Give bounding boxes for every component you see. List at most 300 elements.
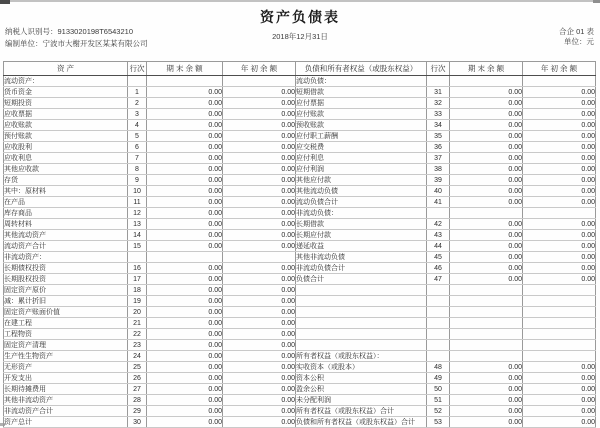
liability-label: 实收资本（或股本） <box>296 362 427 373</box>
screen-corner-artifact <box>0 0 10 4</box>
page-title: 资产负债表 <box>260 9 340 25</box>
liability-end-balance: 0.00 <box>450 164 523 175</box>
asset-begin-balance: 0.00 <box>223 87 296 98</box>
asset-end-balance: 0.00 <box>147 263 223 274</box>
asset-end-balance: 0.00 <box>147 340 223 351</box>
liability-line-no <box>427 318 450 329</box>
liability-line-no: 35 <box>427 131 450 142</box>
table-row <box>4 175 596 186</box>
asset-end-balance: 0.00 <box>147 296 223 307</box>
asset-end-balance: 0.00 <box>147 109 223 120</box>
asset-begin-balance: 0.00 <box>223 120 296 131</box>
asset-label: 货币资金 <box>4 87 128 98</box>
table-row <box>4 153 596 164</box>
liability-label: 长期借款 <box>296 219 427 230</box>
asset-begin-balance: 0.00 <box>223 109 296 120</box>
liability-line-no: 44 <box>427 241 450 252</box>
liability-begin-balance: 0.00 <box>523 87 596 98</box>
table-row <box>4 307 596 318</box>
liability-end-balance: 0.00 <box>450 241 523 252</box>
asset-end-balance: 0.00 <box>147 197 223 208</box>
asset-begin-balance: 0.00 <box>223 296 296 307</box>
table-row <box>4 296 596 307</box>
balance-sheet-table <box>3 61 596 428</box>
liability-begin-balance <box>523 340 596 351</box>
liability-begin-balance: 0.00 <box>523 164 596 175</box>
liability-label: 应付票据 <box>296 98 427 109</box>
asset-label: 在建工程 <box>4 318 128 329</box>
liability-label <box>296 329 427 340</box>
liability-line-no: 46 <box>427 263 450 274</box>
liability-end-balance: 0.00 <box>450 230 523 241</box>
asset-label: 在产品 <box>4 197 128 208</box>
asset-end-balance <box>147 252 223 263</box>
asset-label: 其他非流动资产 <box>4 395 128 406</box>
liability-label: 应付利息 <box>296 153 427 164</box>
asset-begin-balance: 0.00 <box>223 384 296 395</box>
liability-label: 流动负债： <box>296 76 427 87</box>
liability-begin-balance: 0.00 <box>523 98 596 109</box>
asset-label: 固定资产账面价值 <box>4 307 128 318</box>
liability-label: 应付账款 <box>296 109 427 120</box>
asset-label: 应收票据 <box>4 109 128 120</box>
asset-begin-balance: 0.00 <box>223 263 296 274</box>
liability-end-balance: 0.00 <box>450 87 523 98</box>
asset-line-no: 10 <box>128 186 147 197</box>
liability-label <box>296 296 427 307</box>
asset-end-balance: 0.00 <box>147 87 223 98</box>
liability-end-balance <box>450 285 523 296</box>
report-date: 2018年12月31日 <box>272 32 328 41</box>
liability-label: 资本公积 <box>296 373 427 384</box>
liability-line-no: 53 <box>427 417 450 428</box>
asset-end-balance: 0.00 <box>147 318 223 329</box>
table-row <box>4 131 596 142</box>
asset-end-balance: 0.00 <box>147 329 223 340</box>
table-row <box>4 120 596 131</box>
asset-end-balance: 0.00 <box>147 131 223 142</box>
liability-begin-balance <box>523 296 596 307</box>
asset-label: 其中：原材料 <box>4 186 128 197</box>
liability-line-no: 36 <box>427 142 450 153</box>
asset-label: 减：累计折旧 <box>4 296 128 307</box>
asset-label: 其他流动资产 <box>4 230 128 241</box>
liability-end-balance: 0.00 <box>450 384 523 395</box>
table-header-row <box>4 62 596 76</box>
liability-begin-balance: 0.00 <box>523 230 596 241</box>
asset-label: 长期股权投资 <box>4 274 128 285</box>
asset-line-no: 8 <box>128 164 147 175</box>
liability-begin-balance: 0.00 <box>523 395 596 406</box>
liability-begin-balance: 0.00 <box>523 252 596 263</box>
asset-label: 应收利息 <box>4 153 128 164</box>
asset-label: 长期债权投资 <box>4 263 128 274</box>
unit-label: 单位：元 <box>564 37 594 46</box>
prepared-by-label: 编制单位： <box>5 39 43 48</box>
asset-line-no: 25 <box>128 362 147 373</box>
liability-line-no: 39 <box>427 175 450 186</box>
liability-label: 其他流动负债 <box>296 186 427 197</box>
table-row <box>4 230 596 241</box>
header-begin-balance-left: 年 初 余 额 <box>223 62 296 76</box>
asset-end-balance: 0.00 <box>147 373 223 384</box>
asset-end-balance <box>147 76 223 87</box>
liability-label: 负债合计 <box>296 274 427 285</box>
liability-end-balance <box>450 208 523 219</box>
asset-begin-balance: 0.00 <box>223 175 296 186</box>
liability-line-no: 51 <box>427 395 450 406</box>
liability-end-balance: 0.00 <box>450 98 523 109</box>
asset-line-no: 14 <box>128 230 147 241</box>
asset-end-balance: 0.00 <box>147 186 223 197</box>
asset-end-balance: 0.00 <box>147 384 223 395</box>
liability-label: 盈余公积 <box>296 384 427 395</box>
asset-label: 非流动资产合计 <box>4 406 128 417</box>
asset-line-no: 16 <box>128 263 147 274</box>
liability-begin-balance: 0.00 <box>523 384 596 395</box>
asset-begin-balance: 0.00 <box>223 153 296 164</box>
liability-line-no: 52 <box>427 406 450 417</box>
liability-line-no: 41 <box>427 197 450 208</box>
header-line-no-right: 行次 <box>427 62 450 76</box>
asset-label: 固定资产清理 <box>4 340 128 351</box>
asset-line-no: 15 <box>128 241 147 252</box>
asset-line-no: 28 <box>128 395 147 406</box>
liability-label: 未分配利润 <box>296 395 427 406</box>
liability-label: 其他非流动负债 <box>296 252 427 263</box>
asset-line-no: 2 <box>128 98 147 109</box>
asset-line-no: 22 <box>128 329 147 340</box>
liability-line-no: 47 <box>427 274 450 285</box>
asset-begin-balance: 0.00 <box>223 186 296 197</box>
asset-line-no: 17 <box>128 274 147 285</box>
asset-line-no: 18 <box>128 285 147 296</box>
asset-line-no: 1 <box>128 87 147 98</box>
table-row <box>4 197 596 208</box>
liability-begin-balance: 0.00 <box>523 274 596 285</box>
asset-line-no: 12 <box>128 208 147 219</box>
asset-label: 流动资产： <box>4 76 128 87</box>
asset-line-no: 7 <box>128 153 147 164</box>
asset-begin-balance: 0.00 <box>223 274 296 285</box>
asset-label: 预付账款 <box>4 131 128 142</box>
prepared-by-value: 宁波市大榭开发区某某有限公司 <box>42 39 148 48</box>
liability-end-balance: 0.00 <box>450 252 523 263</box>
liability-end-balance <box>450 340 523 351</box>
asset-end-balance: 0.00 <box>147 153 223 164</box>
asset-begin-balance: 0.00 <box>223 285 296 296</box>
liability-line-no: 49 <box>427 373 450 384</box>
asset-line-no: 13 <box>128 219 147 230</box>
asset-end-balance: 0.00 <box>147 285 223 296</box>
asset-begin-balance: 0.00 <box>223 362 296 373</box>
asset-label: 存货 <box>4 175 128 186</box>
table-row <box>4 208 596 219</box>
asset-label: 资产总计 <box>4 417 128 428</box>
liability-line-no: 31 <box>427 87 450 98</box>
asset-line-no: 4 <box>128 120 147 131</box>
liability-label: 递延收益 <box>296 241 427 252</box>
liability-line-no <box>427 340 450 351</box>
liability-end-balance <box>450 318 523 329</box>
asset-label: 生产性生物资产 <box>4 351 128 362</box>
asset-line-no: 19 <box>128 296 147 307</box>
asset-end-balance: 0.00 <box>147 307 223 318</box>
asset-begin-balance: 0.00 <box>223 142 296 153</box>
liability-line-no: 37 <box>427 153 450 164</box>
asset-begin-balance: 0.00 <box>223 373 296 384</box>
liability-begin-balance: 0.00 <box>523 406 596 417</box>
asset-end-balance: 0.00 <box>147 175 223 186</box>
liability-end-balance <box>450 329 523 340</box>
asset-end-balance: 0.00 <box>147 406 223 417</box>
asset-line-no: 20 <box>128 307 147 318</box>
taxpayer-id-label: 纳税人识别号： <box>5 27 58 36</box>
liability-begin-balance: 0.00 <box>523 186 596 197</box>
table-row <box>4 351 596 362</box>
table-row <box>4 406 596 417</box>
liability-end-balance: 0.00 <box>450 186 523 197</box>
asset-begin-balance: 0.00 <box>223 406 296 417</box>
liability-label: 应付利润 <box>296 164 427 175</box>
liability-end-balance <box>450 351 523 362</box>
asset-begin-balance: 0.00 <box>223 351 296 362</box>
liability-begin-balance: 0.00 <box>523 219 596 230</box>
liability-line-no <box>427 285 450 296</box>
liability-label: 非流动负债合计 <box>296 263 427 274</box>
table-row <box>4 274 596 285</box>
liability-begin-balance <box>523 208 596 219</box>
liability-label: 所有者权益（或股东权益）合计 <box>296 406 427 417</box>
liability-end-balance <box>450 296 523 307</box>
table-row <box>4 142 596 153</box>
asset-label: 库存商品 <box>4 208 128 219</box>
liability-end-balance: 0.00 <box>450 406 523 417</box>
liability-line-no: 33 <box>427 109 450 120</box>
table-row <box>4 285 596 296</box>
liability-label: 短期借款 <box>296 87 427 98</box>
asset-label: 固定资产原价 <box>4 285 128 296</box>
table-row <box>4 87 596 98</box>
header-end-balance-right: 期 末 余 额 <box>450 62 523 76</box>
table-row <box>4 318 596 329</box>
header-liability: 负债和所有者权益（或股东权益） <box>296 62 427 76</box>
liability-line-no: 34 <box>427 120 450 131</box>
table-row <box>4 263 596 274</box>
liability-line-no <box>427 307 450 318</box>
asset-begin-balance: 0.00 <box>223 340 296 351</box>
liability-begin-balance: 0.00 <box>523 153 596 164</box>
liability-end-balance: 0.00 <box>450 373 523 384</box>
asset-begin-balance: 0.00 <box>223 131 296 142</box>
asset-end-balance: 0.00 <box>147 98 223 109</box>
asset-label: 周转材料 <box>4 219 128 230</box>
liability-begin-balance <box>523 329 596 340</box>
asset-label: 无形资产 <box>4 362 128 373</box>
liability-line-no: 50 <box>427 384 450 395</box>
asset-line-no: 5 <box>128 131 147 142</box>
liability-line-no: 45 <box>427 252 450 263</box>
asset-end-balance: 0.00 <box>147 219 223 230</box>
liability-begin-balance <box>523 285 596 296</box>
liability-line-no <box>427 329 450 340</box>
asset-label: 长期待摊费用 <box>4 384 128 395</box>
table-row <box>4 252 596 263</box>
asset-line-no: 26 <box>128 373 147 384</box>
liability-end-balance: 0.00 <box>450 197 523 208</box>
header-asset: 资 产 <box>4 62 128 76</box>
liability-end-balance: 0.00 <box>450 120 523 131</box>
liability-line-no <box>427 76 450 87</box>
liability-end-balance: 0.00 <box>450 142 523 153</box>
liability-label: 流动负债合计 <box>296 197 427 208</box>
asset-line-no: 9 <box>128 175 147 186</box>
liability-label: 所有者权益（或股东权益）： <box>296 351 427 362</box>
liability-begin-balance: 0.00 <box>523 142 596 153</box>
asset-begin-balance: 0.00 <box>223 208 296 219</box>
liability-label: 应交税费 <box>296 142 427 153</box>
asset-end-balance: 0.00 <box>147 164 223 175</box>
asset-end-balance: 0.00 <box>147 241 223 252</box>
liability-begin-balance: 0.00 <box>523 417 596 428</box>
liability-begin-balance <box>523 318 596 329</box>
liability-end-balance: 0.00 <box>450 395 523 406</box>
asset-begin-balance <box>223 76 296 87</box>
table-row <box>4 98 596 109</box>
asset-line-no: 24 <box>128 351 147 362</box>
asset-begin-balance: 0.00 <box>223 395 296 406</box>
liability-end-balance: 0.00 <box>450 109 523 120</box>
asset-line-no: 11 <box>128 197 147 208</box>
asset-label: 应收账款 <box>4 120 128 131</box>
screen-corner-artifact <box>593 0 600 3</box>
liability-begin-balance: 0.00 <box>523 120 596 131</box>
liability-end-balance: 0.00 <box>450 131 523 142</box>
liability-line-no: 43 <box>427 230 450 241</box>
asset-label: 工程物资 <box>4 329 128 340</box>
liability-begin-balance: 0.00 <box>523 175 596 186</box>
liability-end-balance <box>450 307 523 318</box>
table-row <box>4 76 596 87</box>
asset-end-balance: 0.00 <box>147 208 223 219</box>
asset-begin-balance <box>223 252 296 263</box>
asset-label: 流动资产合计 <box>4 241 128 252</box>
liability-label: 非流动负债： <box>296 208 427 219</box>
liability-end-balance: 0.00 <box>450 263 523 274</box>
asset-end-balance: 0.00 <box>147 362 223 373</box>
liability-line-no: 40 <box>427 186 450 197</box>
asset-begin-balance: 0.00 <box>223 230 296 241</box>
asset-begin-balance: 0.00 <box>223 219 296 230</box>
asset-begin-balance: 0.00 <box>223 329 296 340</box>
liability-end-balance: 0.00 <box>450 274 523 285</box>
asset-label: 应收股利 <box>4 142 128 153</box>
header-line-no-left: 行次 <box>128 62 147 76</box>
table-row <box>4 340 596 351</box>
liability-label <box>296 285 427 296</box>
asset-line-no: 27 <box>128 384 147 395</box>
liability-line-no: 48 <box>427 362 450 373</box>
liability-line-no: 38 <box>427 164 450 175</box>
form-meta <box>559 27 594 47</box>
liability-begin-balance <box>523 351 596 362</box>
asset-label: 短期投资 <box>4 98 128 109</box>
asset-begin-balance: 0.00 <box>223 197 296 208</box>
table-row <box>4 384 596 395</box>
asset-end-balance: 0.00 <box>147 417 223 428</box>
liability-begin-balance: 0.00 <box>523 373 596 384</box>
liability-begin-balance: 0.00 <box>523 241 596 252</box>
liability-end-balance <box>450 76 523 87</box>
liability-begin-balance <box>523 76 596 87</box>
liability-begin-balance <box>523 307 596 318</box>
liability-label: 预收账款 <box>296 120 427 131</box>
liability-label: 应付职工薪酬 <box>296 131 427 142</box>
asset-end-balance: 0.00 <box>147 351 223 362</box>
liability-end-balance: 0.00 <box>450 175 523 186</box>
liability-begin-balance: 0.00 <box>523 109 596 120</box>
table-row <box>4 362 596 373</box>
asset-begin-balance: 0.00 <box>223 307 296 318</box>
table-row <box>4 219 596 230</box>
liability-line-no: 42 <box>427 219 450 230</box>
asset-line-no <box>128 76 147 87</box>
liability-line-no <box>427 351 450 362</box>
liability-line-no: 32 <box>427 98 450 109</box>
asset-begin-balance: 0.00 <box>223 98 296 109</box>
liability-line-no <box>427 296 450 307</box>
liability-label <box>296 318 427 329</box>
liability-begin-balance: 0.00 <box>523 362 596 373</box>
form-number: 合企 01 表 <box>558 27 594 36</box>
liability-label: 长期应付款 <box>296 230 427 241</box>
header-begin-balance-right: 年 初 余 额 <box>523 62 596 76</box>
asset-line-no: 6 <box>128 142 147 153</box>
table-row <box>4 164 596 175</box>
liability-begin-balance: 0.00 <box>523 263 596 274</box>
asset-label: 其他应收款 <box>4 164 128 175</box>
liability-end-balance: 0.00 <box>450 362 523 373</box>
asset-label: 非流动资产： <box>4 252 128 263</box>
liability-label <box>296 307 427 318</box>
liability-label: 其他应付款 <box>296 175 427 186</box>
asset-line-no: 29 <box>128 406 147 417</box>
liability-line-no <box>427 208 450 219</box>
table-row <box>4 241 596 252</box>
liability-end-balance: 0.00 <box>450 153 523 164</box>
asset-line-no: 21 <box>128 318 147 329</box>
screen-edge-artifact <box>0 0 600 2</box>
table-row <box>4 329 596 340</box>
asset-line-no: 23 <box>128 340 147 351</box>
asset-begin-balance: 0.00 <box>223 417 296 428</box>
table-row <box>4 186 596 197</box>
asset-line-no: 3 <box>128 109 147 120</box>
asset-line-no: 30 <box>128 417 147 428</box>
taxpayer-id-value: 9133020198T6543210 <box>57 27 133 36</box>
table-row <box>4 109 596 120</box>
liability-end-balance: 0.00 <box>450 219 523 230</box>
asset-begin-balance: 0.00 <box>223 241 296 252</box>
asset-begin-balance: 0.00 <box>223 164 296 175</box>
liability-end-balance: 0.00 <box>450 417 523 428</box>
asset-end-balance: 0.00 <box>147 395 223 406</box>
asset-begin-balance: 0.00 <box>223 318 296 329</box>
liability-begin-balance: 0.00 <box>523 131 596 142</box>
table-row <box>4 373 596 384</box>
asset-end-balance: 0.00 <box>147 274 223 285</box>
liability-begin-balance: 0.00 <box>523 197 596 208</box>
